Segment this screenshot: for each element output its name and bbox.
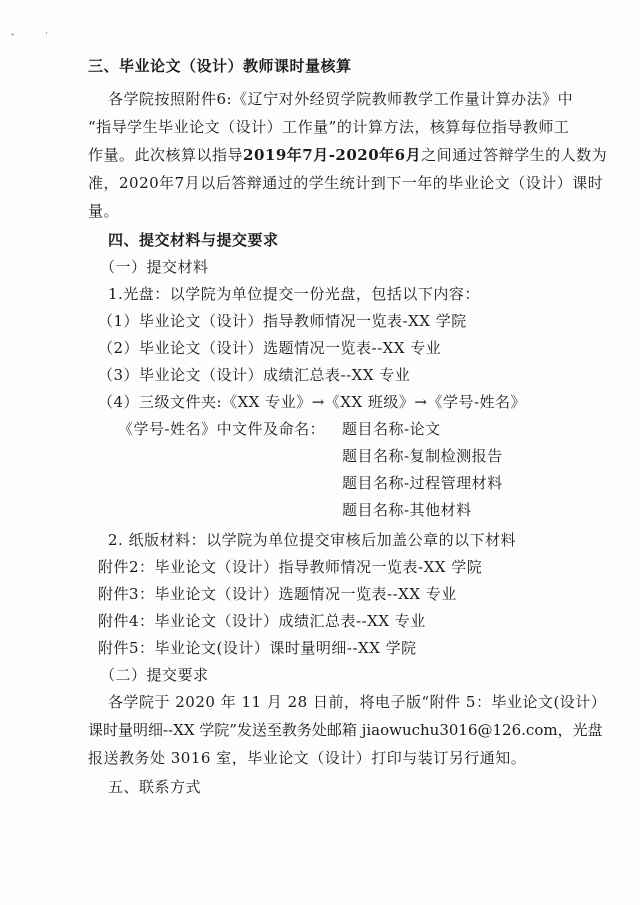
paragraph-line: “指导学生毕业论文（设计）工作量”的计算方法，核算每位指导教师工 (88, 118, 570, 136)
list-item: （1）毕业论文（设计）指导教师情况一览表-XX 学院 (98, 312, 467, 330)
list-item: （2）毕业论文（设计）选题情况一览表--XX 专业 (98, 339, 442, 357)
list-item: （4）三级文件夹:《XX 专业》→《XX 班级》→《学号-姓名》 (98, 393, 527, 411)
list-item: 2. 纸版材料：以学院为单位提交审核后加盖公章的以下材料 (108, 531, 517, 549)
text-run: 之间通过答辩学生的人数为 (421, 146, 608, 164)
section-3-heading: 三、毕业论文（设计）教师课时量核算 (88, 57, 352, 75)
subsection-heading: （一）提交材料 (100, 258, 209, 276)
file-name-item: 题目名称-过程管理材料 (342, 474, 503, 492)
paragraph-line (88, 145, 607, 165)
paragraph-line: 各学院于 2020 年 11 月 28 日前，将电子版“附件 5：毕业论文(设计） (108, 693, 607, 711)
scan-speck: ˇ (10, 34, 15, 45)
file-naming-label: 《学号-姓名》中文件及命名： (118, 420, 326, 438)
subsection-heading: （二）提交要求 (100, 666, 209, 684)
scan-speck: ˙ (44, 32, 49, 43)
paragraph-line: 课时量明细--XX 学院”发送至教务处邮箱 jiaowuchu3016@126.com，光盘 (88, 721, 603, 739)
attachment-item: 附件5：毕业论文(设计）课时量明细--XX 学院 (98, 639, 417, 657)
section-5-heading: 五、联系方式 (108, 778, 202, 796)
list-item: （3）毕业论文（设计）成绩汇总表--XX 专业 (98, 366, 411, 384)
date-range-bold: 2019年7月-2020年6月 (243, 146, 422, 164)
list-item: 1.光盘：以学院为单位提交一份光盘，包括以下内容： (108, 285, 480, 303)
file-name-item: 题目名称-论文 (342, 420, 441, 438)
attachment-item: 附件2：毕业论文（设计）指导教师情况一览表-XX 学院 (98, 558, 483, 576)
text-run: 作量。此次核算以指导 (88, 146, 244, 164)
paragraph-line: 各学院按照附件6:《辽宁对外经贸学院教师教学工作量计算办法》中 (108, 90, 574, 108)
file-name-item: 题目名称-复制检测报告 (342, 447, 503, 465)
attachment-item: 附件3：毕业论文（设计）选题情况一览表--XX 专业 (98, 585, 457, 603)
paragraph-line: 报送教务处 3016 室，毕业论文（设计）打印与装订另行通知。 (88, 749, 527, 767)
paragraph-line: 量。 (88, 202, 120, 220)
attachment-item: 附件4：毕业论文（设计）成绩汇总表--XX 专业 (98, 612, 426, 630)
section-4-heading: 四、提交材料与提交要求 (108, 231, 279, 249)
paragraph-line: 准，2020年7月以后答辩通过的学生统计到下一年的毕业论文（设计）课时 (88, 174, 604, 192)
file-name-item: 题目名称-其他材料 (342, 501, 472, 519)
